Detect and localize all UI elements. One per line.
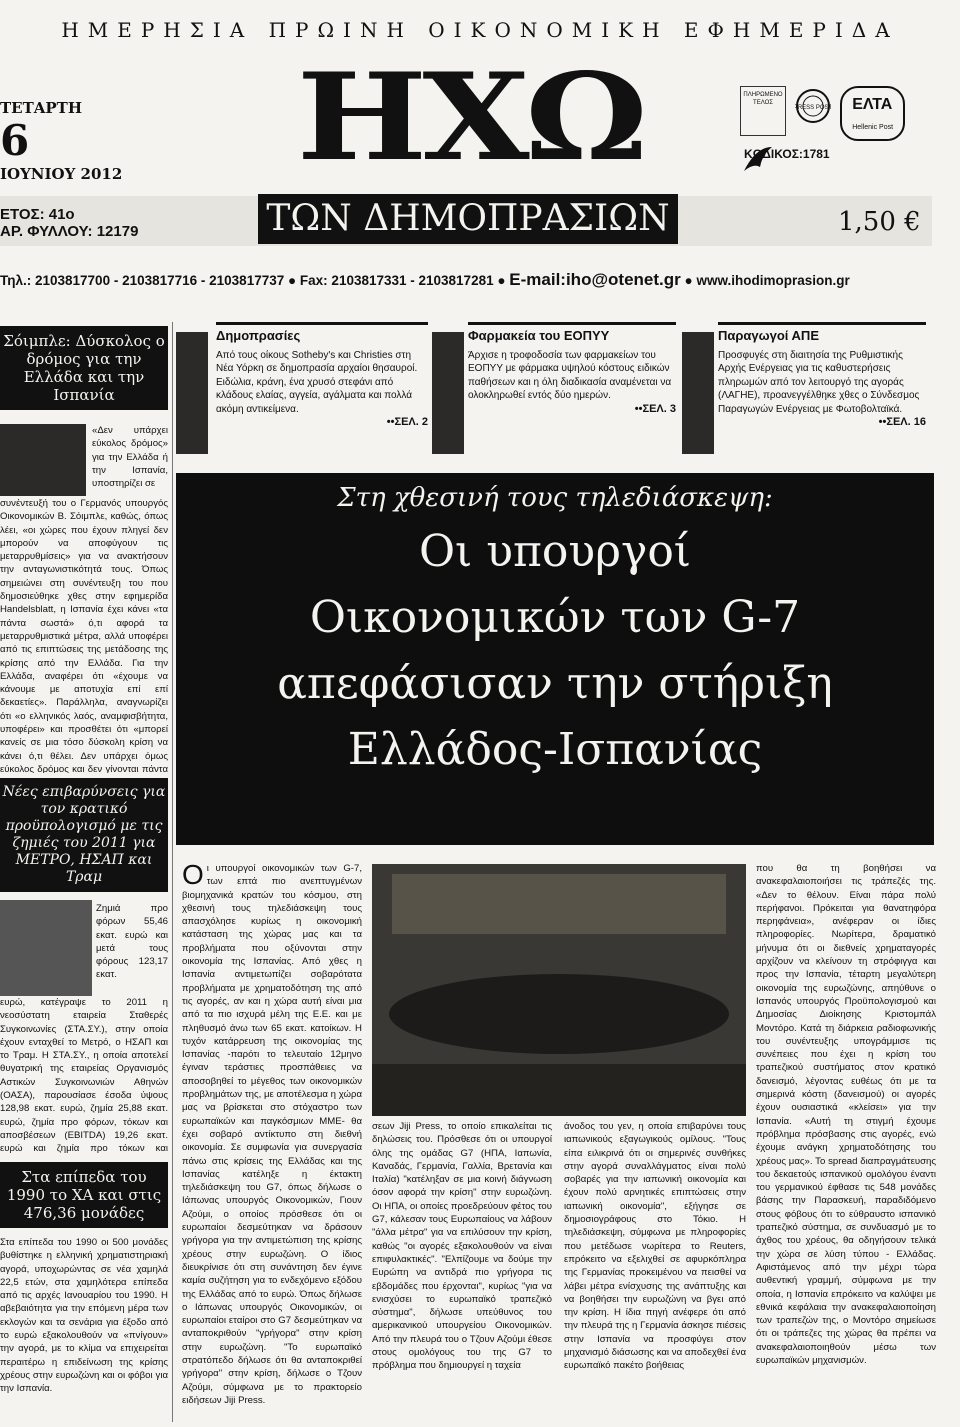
teaser-page: ••ΣΕΛ. 3 — [634, 402, 676, 415]
teaser-title: Παραγωγοί ΑΠΕ — [718, 322, 926, 343]
bullet-icon: ● — [497, 273, 506, 288]
main-headline — [176, 519, 934, 783]
press-post-label: PRESS POST — [795, 105, 832, 111]
phone-numbers: Τηλ.: 2103817700 - 2103817716 - 2103817737 — [0, 273, 285, 288]
article-column-4: που θα τη βοηθήσει να ανακεφαλαιοποιήσει τις τράπεζές της. «Δεν το θέλουν. Είναι πάρα πολύ περήφανοι. Πρόκειται για θανατηφόρα περηφάνεια», ανέφεραν οι ίδιες πληροφορίες. Νωρίτερα, δραματικό μήνυμα ότι οι διεθνείς χρηματαγορές αρχίζουν να κλείνουν τη στρόφιγγα και προς την Ισπανία, τέταρτη μεγαλύτερη οικονομία της ευρωζώνης, απηύθυνε ο Ισπανός υπουργός Προϋπολογισμού και Δημοσίας Διοίκησης Κριστομπάλ Μοντόρο. Κατά τη διάρκεια ραδιοφωνικής του συνέντευξης υπογράμμισε τις συνέπειες που έχει η κρίση του τραπεζικού συστήματος στον κρατικό δανεισμό, λέγοντας ευθέως ότι με τα σημερινά κόστη (δανεισμού) οι αγορές έχουν ουσιαστικά «κλείσει» για την Ισπανία. «Αυτή τη στιγμή έχουμε πρόβλημα πρόσβασης στις αγορές, ενώ έχουμε ανάγκη χρηματοδότησης του χρέους μας». Το spread διαπραγμάτευσης του δεκαετούς ισπανικού ομολόγου έναντι του γερμανικού έφθασε τις 548 μονάδες βάσης την Παρασκευή, παραδιδόμενο στους φόβους ότι το εύθραυστο ισπανικό τραπεζικό σύστημα, σε συνδυασμό με το άχθος του χρέους, θα οδηγήσουν τελικά την χώρα σε λύση τύπου - Ελλάδας. Αφιστάμενος από την μέχρι τώρα αυθεντική γραμμή, σύμφωνα με την οποία, η Ισπανία επρόκειτο να καλύψει με εθνικά κεφάλαια την ανακεφαλαιοποίηση των τραπεζών της, ο Μοντόρο σημείωσε ότι οι τράπεζες της χώρας θα πρέπει να ανακεφαλαιοποιηθούν μέσω των ευρωπαϊκών μηχανισμών. — [756, 863, 936, 1366]
meeting-room-illustration — [372, 864, 746, 1116]
fax-numbers: Fax: 2103817331 - 2103817281 — [299, 273, 494, 288]
postage-marks — [740, 86, 940, 142]
sidebar-story3-title[interactable]: Στα επίπεδα του 1990 το ΧΑ και στις 476,36 μονάδες — [0, 1162, 168, 1228]
schaeuble-photo — [0, 424, 86, 496]
sidebar-story2-lead: Ζημιά προ φόρων 55,46 εκατ. ευρώ και μετά τους φόρους 123,17 εκατ. — [96, 903, 168, 981]
year-label: ΕΤΟΣ: 41ο — [0, 206, 75, 223]
sidebar-story2-title[interactable]: Νέες επιβαρύνσεις για τον κρατικό προϋπολογισμό με τις ζημιές του 2011 για ΜΕΤΡΟ, ΗΣΑΠ και Τραμ — [0, 778, 168, 892]
postage-box: ΠΛΗΡΩΜΕΝΟ ΤΕΛΟΣ — [740, 86, 786, 136]
article-column-1 — [182, 862, 362, 1422]
newspaper-logo: ΗΧΩ — [296, 47, 644, 188]
tagline: ΗΜΕΡΗΣΙΑ ΠΡΩΙΝΗ ΟΙΚΟΝΟΜΙΚΗ ΕΦΗΜΕΡΙΔΑ — [61, 18, 899, 42]
contact-line — [0, 270, 960, 290]
transport-logo-photo — [0, 900, 92, 996]
day-number: 6 — [0, 116, 30, 165]
newspaper-subtitle: ΤΩΝ ΔΗΜΟΠΡΑΣΙΩΝ — [258, 194, 678, 244]
issue-number: ΑΡ. ΦΥΛΛΟΥ: 12179 — [0, 223, 139, 240]
teaser-title: Φαρμακεία του ΕΟΠΥΥ — [468, 322, 676, 343]
teaser-photo-auctions — [176, 332, 208, 454]
website-link[interactable]: www.ihodimoprasion.gr — [696, 273, 850, 288]
issue-meta — [0, 206, 138, 240]
teaser-page: ••ΣΕΛ. 2 — [386, 416, 428, 428]
drop-cap: Ο — [182, 862, 204, 890]
email-link[interactable]: E-mail:iho@otenet.gr — [509, 270, 681, 289]
sidebar-story1-title[interactable]: Σόιμπλε: Δύσκολος ο δρόμος για την Ελλάδα και την Ισπανία — [0, 326, 168, 410]
g7-meeting-photo — [372, 864, 746, 1116]
teaser-page: ••ΣΕΛ. 16 — [878, 416, 926, 428]
teaser-text: Προσφυγές στη διαιτησία της Ρυθμιστικής Αρχής Ενέργειας για τις καθυστερήσεις πληρωμών από τον λειτουργό της αγοράς (ΛΑΓΗΕ), προανεγγέλθηκε χθες ο Σύνδεσμος Παραγωγών Ενέργειας με Φωτοβολταϊκά. — [718, 349, 920, 415]
elta-subtitle: Hellenic Post — [852, 124, 894, 131]
press-post-seal-icon — [795, 86, 831, 126]
bullet-icon: ● — [684, 273, 693, 288]
sidebar-story3-text: Στα επίπεδα του 1990 οι 500 μονάδες βυθίστηκε η ελληνική χρηματιστηριακή αγορά, υποχωρώντας σε νέα χαμηλά 22,5 ετών, στα χαμηλότερα επίπεδα από τις αρχές Ιανουαρίου του 1990. Η αβεβαιότητα για την επόμενη μέρα των εκλογών και τα σενάρια για έξοδο από το ευρώ εξακολουθούν να «πνίγουν» την αγορά, με το κλίμα να επιχειρείται περαιτέρω η επιδείνωση της κρίσης χρέους στην ευρωζώνη και οι φόβοι για την Ισπανία. — [0, 1237, 168, 1395]
teaser-text: Από τους οίκους Sotheby's και Christies στη Νέα Υόρκη σε δημοπρασία αρχαίοι θησαυροί. Ειδώλια, κράνη, ένα χρυσό στεφάνι από κλάδους ελαίας, αγγεία, αγάλματα και πολλά ακόμη αντικείμενα. — [216, 349, 418, 415]
teaser-text: Άρχισε η τροφοδοσία των φαρμακείων του ΕΟΠΥΥ με φάρμακα υψηλού κόστους ειδικών παθήσεων και η όλη διαδικασία αναμένεται να ολοκληρωθεί εντός δύο ημερών. — [468, 349, 672, 401]
headline-line: Οικονομικών των G-7 — [309, 592, 801, 643]
sidebar-story2-text: ευρώ, κατέγραψε το 2011 η νεοσύστατη εταιρεία Σταθερές Συγκοινωνίες (ΣΤΑ.ΣΥ.), στην οποία έχουν ενταχθεί το Μετρό, ο ΗΣΑΠ και το Τραμ. Η ΣΤΑ.ΣΥ., η οποία αποτελεί θυγατρική της εταιρείας Οργανισμός Αστικών Συγκοινωνιών Αθηνών (ΟΑΣΑ), παρουσίασε έσοδα ύψους 128,98 εκατ. ευρώ, ζημία 25,88 εκατ. ευρώ, ζημία προ φόρων, τόκων και αποσβέσεων (EBITDA) 19,26 εκατ. ευρώ και ζημία προ τόκων και — [0, 997, 168, 1155]
teaser-renewables[interactable] — [718, 322, 926, 430]
article-text: ι υπουργοί οικονομικών των G-7, των επτά πιο ανεπτυγμένων βιομηχανικά κρατών του κόσμου, στη χθεσινή τους τηλεδιάσκεψη τους απασχόλησε κυρίως η οικονομική κατάσταση της χώρας μας και τα προβλήματα που οξύνονται στην οικονομία της Ισπανίας. Από χθες η Ισπανία αντιμετωπίζει σοβαρότατα προβλήματα με χρηματοδότηση της από τις αγορές, αν και η χώρα αυτή είναι μια από τα πιο ισχυρά μέλη της Ε.Ε. και με πληθυσμό άνω των 65 εκατ. κατοίκων. Η τυχόν κατάρρευση της οικονομίας της Ισπανίας -παρότι το τελευταίο 12μηνο έγιναν τεράστιες προσπάθειες να αποσοβηθεί το μέγεθος των οικονομικών προβλημάτων της, με αποτέλεσμα η χώρα μας να βρίσκεται στο στόχαστρο των ευρωπαϊκών και παγκόσμιων ΜΜΕ- θα έχει σοβαρό αντίκτυπο στη διεθνή οικονομία. Σε συμφωνία για συνεργασία πάνω στις κρίσεις της Ελλάδας και της Ισπανίας κατέληξε η έκτακτη τηλεδιάσκεψη του G7, όπως δήλωσε ο Ιάπωνας υπουργός Οικονομικών, Γιουν Αζούμι, ο οποίος πρόσθεσε ότι οι ευρωπαίοι δεσμεύτηκαν να δράσουν γρήγορα για την αντιμετώπιση της κρίσης χρέους στην ευρωζώνη. Ο ίδιος διευκρίνισε ότι στη συνάντηση δεν έγινε καμία συζήτηση για το ενδεχόμενο εξόδου της Ελλάδας από το ευρώ. Όπως δήλωσε ο Ιάπωνας υπουργός Οικονομικών, οι ευρωπαίοι εταίροι στο G7 δεσμεύτηκαν να ανταποκριθούν "γρήγορα" στην κρίση στην ευρωζώνη. "Το ευρωπαϊκό στρατόπεδο δήλωσε ότι θα ανταποκριθεί γρήγορα" στην κρίση, δήλωσε ο Τζουν Αζούμι, σύμφωνα με το πρακτορείο ειδήσεων Jiji Press. — [182, 863, 362, 1406]
elta-logo: ΕΛΤΑ — [852, 96, 893, 113]
teaser-auctions[interactable] — [216, 322, 428, 430]
headline-line: απεφάσισαν την στήριξη — [277, 658, 833, 709]
column-divider — [172, 322, 173, 1422]
teaser-photo-pharmacies — [432, 332, 464, 454]
main-kicker: Στη χθεσινή τους τηλεδιάσκεψη: — [337, 483, 773, 513]
sidebar-story1-text: συνέντευξή του ο Γερμανός υπουργός Οικονομικών Β. Σόιμπλε, καθώς, όπως λέει, «οι χώρες που έχουν πληγεί δεν μπορούν να αποφύγουν τις μεταρρυθμίσεις» για να ανακτήσουν την ανταγωνιστικότητά τους. Όπως σημειώνει στη συνέντευξη του που δημοσιεύθηκε χθες στην εφημερίδα Handelsblatt, η Ισπανία έχει κάνει «τα πάντα σωστά» ό,τι αφορά τα μεταρρυθμιστικά μέτρα, αλλά υποφέρει από τις επιπτώσεις της μετάδοσης της κρίσης από την Ελλάδα. Για την Ελλάδα, αναφέρει ότι «έχουμε να κάνουμε με αποτυχία επί επί δεκαετίες». Παράλληλα, αναγνωρίζει ότι «ο ελληνικός λαός, αναμφισβήτητα, υποφέρει» και προσθέτει ότι «μπορεί κανείς σε μια τόσο δύσκολη κρίση να κάνει ό,τι θέλει. Δεν υπάρχει όμως εύκολος δρόμος και δεν γίνονται πάντα — [0, 498, 168, 773]
weekday: ΤΕΤΑΡΤΗ — [0, 99, 83, 117]
issue-date — [0, 95, 122, 187]
teaser-pharmacies[interactable] — [468, 322, 676, 416]
price: 1,50 € — [838, 207, 921, 237]
article-column-3: άνοδος του γεν, η οποία επιβαρύνει τους ιαπωνικούς εξαγωγικούς ομίλους. "Τους είπα ειλικρινά ότι οι σημερινές συνθήκες στην αγορά συναλλάγματος είναι πολύ σοβαρές για την ιαπωνική οικονομία και έχουν πολύ αρνητικές επιπτώσεις στην ιαπωνική οικονομία", εξήγησε σε δημοσιογράφους στο Τόκιο. Η τηλεδιάσκεψη, σύμφωνα με πληροφορίες που μετέδωσε νωρίτερα το Reuters, επρόκειτο να εξελιχθεί σε αφυρκόπληρα της Γερμανίας προκειμένου να πεισθεί να λάβει μέτρα ενίσχυσης της ανάπτυξης και να βοηθήσει την ευρωζώνη να βγει από την κρίση. Η ίδια πηγή ανέφερε ότι από την πλευρά της η Γερμανία άσκησε πιέσεις στην Ισπανία να προσφύγει στον μηχανισμό διάσωσης και να αποδεχθεί ένα ευρωπαϊκό πακέτο βοήθειας — [564, 1121, 746, 1372]
sidebar-story1-lead: «Δεν υπάρχει εύκολος δρόμος» για την Ελλάδα ή την Ισπανία, υποστηρίζει σε — [92, 425, 168, 490]
headline-line: Οι υπουργοί — [418, 526, 692, 577]
main-headline-box[interactable] — [176, 473, 934, 845]
month-year: ΙΟΥΝΙΟΥ 2012 — [0, 165, 123, 183]
headline-line: Ελλάδος-Ισπανίας — [347, 724, 763, 775]
bullet-icon: ● — [288, 273, 297, 288]
article-column-2: σεων Jiji Press, το οποίο επικαλείται τις δηλώσεις του. Πρόσθεσε ότι οι υπουργοί όλης της ομάδας G7 (ΗΠΑ, Ιαπωνία, Καναδάς, Γερμανία, Γαλλία, Βρετανία και Ιταλία) "κατέληξαν σε μια κοινή διάγνωση όσον αφορά την κρίση" στην ευρωζώνη. Οι ΗΠΑ, οι οποίες προεδρεύουν φέτος του G7, κάλεσαν τους Ευρωπαίους να λάβουν "άλλα μέτρα" για να επιλύσουν την κρίση, καθώς "οι αγορές εξακολουθούν να είναι επιφυλακτικές". "Ελπίζουμε να δούμε την Ευρώπη να αντιδρά πιο γρήγορα τις εβδομάδες που έρχονται", κυρίως "για να ενισχύσει το ευρωπαϊκό τραπεζικό σύστημα", δήλωσε υπεύθυνος του αμερικανικού υπουργείου Οικονομικών. Από την πλευρά του ο Τζουν Αζούμι έθεσε στους ομολόγους του της G7 το πρόβλημα που δημιουργεί η ταχεία — [372, 1121, 552, 1372]
teaser-title: Δημοπρασίες — [216, 322, 428, 343]
teaser-photo-renewables — [682, 332, 714, 454]
product-code: ΚΩΔΙΚΟΣ:1781 — [744, 147, 830, 161]
